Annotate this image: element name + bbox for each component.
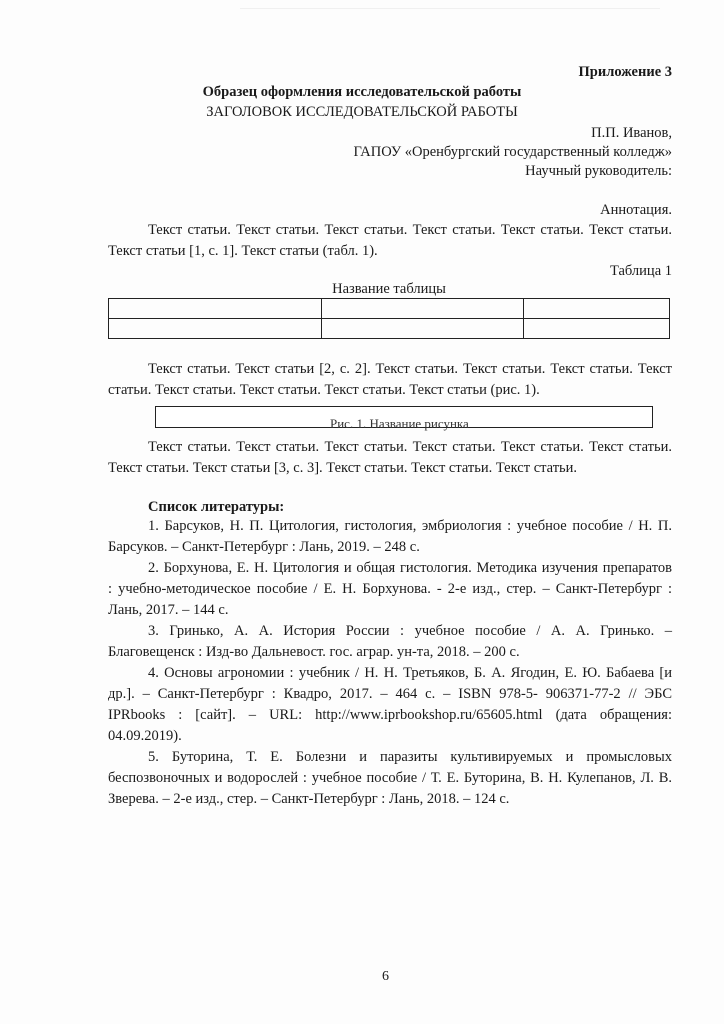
reference-line: Лань, 2017. – 144 с. xyxy=(108,602,229,618)
paragraph-line: Текст статьи. Текст статьи. Текст статьи. Текст статьи. Текст статьи. Текст статьи. xyxy=(148,222,672,238)
reference-line: 3. Гринько, А. А. История России : учебное пособие / А. А. Гринько. – xyxy=(148,623,672,639)
table-cell xyxy=(524,299,670,319)
paragraph-line: Текст статьи. Текст статьи. Текст статьи. Текст статьи. Текст статьи. Текст статьи. xyxy=(148,439,672,455)
reference-line: 04.09.2019). xyxy=(108,728,182,744)
table-cell xyxy=(322,319,524,339)
reference-line: Зверева. – 2-е изд., стер. – Санкт-Петербург : Лань, 2018. – 124 с. xyxy=(108,791,510,807)
scan-artifact xyxy=(240,8,660,9)
appendix-label: Приложение 3 xyxy=(578,64,672,80)
paragraph-line: статьи. Текст статьи. Текст статьи. Текст статьи. Текст статьи (рис. 1). xyxy=(108,382,540,398)
table-cell xyxy=(524,319,670,339)
reference-line: Благовещенск : Изд-во Дальневост. гос. аграр. ун-та, 2018. – 200 с. xyxy=(108,644,520,660)
table-cell xyxy=(109,319,322,339)
references-heading: Список литературы: xyxy=(148,499,285,515)
table-cell xyxy=(109,299,322,319)
body-paragraph-1 xyxy=(108,220,672,262)
paragraph-line: Текст статьи [1, с. 1]. Текст статьи (табл. 1). xyxy=(108,243,378,259)
paragraph-line: Текст статьи. Текст статьи [2, с. 2]. Текст статьи. Текст статьи. Текст статьи. Текст xyxy=(148,361,672,377)
reference-item-5 xyxy=(108,747,672,810)
reference-item-1 xyxy=(108,516,672,558)
sample-title: Образец оформления исследовательской работы xyxy=(202,84,522,100)
reference-line: 1. Барсуков, Н. П. Цитология, гистология, эмбриология : учебное пособие / Н. П. xyxy=(148,518,672,534)
paragraph-line: Текст статьи. Текст статьи [3, с. 3]. Текст статьи. Текст статьи. Текст статьи. xyxy=(108,460,578,476)
table-row xyxy=(109,299,670,319)
body-paragraph-3 xyxy=(108,437,672,479)
supervisor-label: Научный руководитель: xyxy=(525,163,672,179)
reference-line: беспозвоночных и водорослей : учебное пособие / Т. Е. Буторина, В. Н. Кулепанов, Л. В. xyxy=(108,770,672,786)
reference-item-2 xyxy=(108,558,672,621)
reference-item-3 xyxy=(108,621,672,663)
data-table xyxy=(108,298,670,339)
table-label: Таблица 1 xyxy=(609,263,672,279)
reference-line: 4. Основы агрономии : учебник / Н. Н. Третьяков, Б. А. Ягодин, Е. Ю. Бабаева [и xyxy=(148,665,672,681)
reference-line: Барсуков. – Санкт-Петербург : Лань, 2019. – 248 с. xyxy=(108,539,420,555)
reference-line: др.]. – Санкт-Петербург : Квадро, 2017. – 464 с. – ISBN 978-5- 906371-77-2 // ЭБС xyxy=(108,686,672,702)
table-cell xyxy=(322,299,524,319)
table-row xyxy=(109,319,670,339)
reference-line: : учебно-методическое пособие / Е. Н. Борхунова. - 2-е изд., стер. – Санкт-Петербург : xyxy=(108,581,672,597)
author-name: П.П. Иванов, xyxy=(591,125,672,141)
table-title: Название таблицы xyxy=(332,281,446,297)
reference-line: 5. Буторина, Т. Е. Болезни и паразиты культивируемых и промысловых xyxy=(148,749,672,765)
figure-caption xyxy=(330,416,500,431)
reference-line: IPRbooks : [сайт]. – URL: http://www.iprbookshop.ru/65605.html (дата обращения: xyxy=(108,707,672,723)
body-paragraph-2 xyxy=(108,359,672,401)
reference-line: 2. Борхунова, Е. Н. Цитология и общая гистология. Методика изучения препаратов xyxy=(148,560,672,576)
annotation-label: Аннотация. xyxy=(600,202,672,218)
figure-caption-text: Рис. 1. Название рисунка xyxy=(330,416,469,431)
institution-name: ГАПОУ «Оренбургский государственный колледж» xyxy=(353,144,672,160)
reference-item-4 xyxy=(108,663,672,747)
work-title: ЗАГОЛОВОК ИССЛЕДОВАТЕЛЬСКОЙ РАБОТЫ xyxy=(206,104,518,120)
page-number: 6 xyxy=(382,969,389,984)
